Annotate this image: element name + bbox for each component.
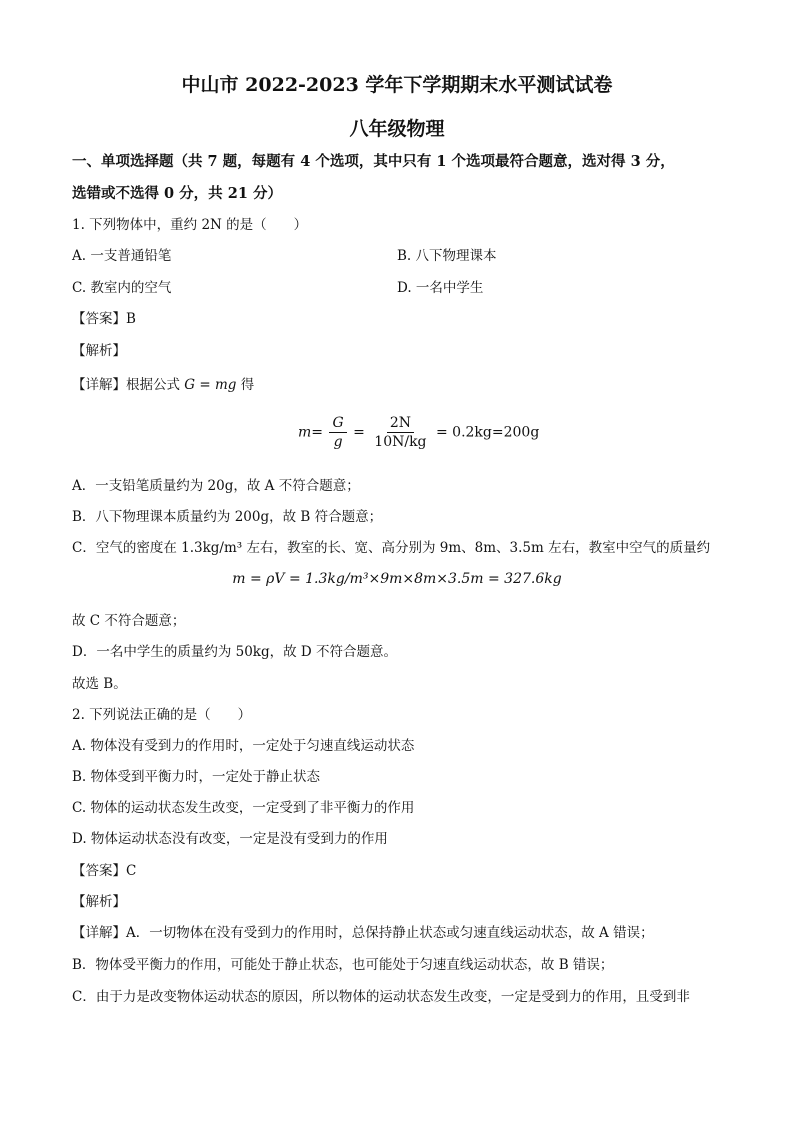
q1-answer: 【答案】B xyxy=(72,311,136,327)
q2-detail-b: B．物体受平衡力的作用，可能处于静止状态，也可能处于匀速直线运动状态，故 B 错误； xyxy=(72,957,614,973)
eq1-frac1-denominator: g xyxy=(333,434,343,450)
q1-analysis-c-conclusion: 故 C 不符合题意； xyxy=(72,613,186,629)
q1-detail-intro xyxy=(72,373,254,393)
q1-option-a: A. 一支普通铅笔 xyxy=(72,248,172,264)
section-heading-line2: 选错或不选得 0 分，共 21 分） xyxy=(72,185,282,202)
q1-detail-suffix: 得 xyxy=(240,377,255,393)
q2-stem: 2. 下列说法正确的是（ ） xyxy=(72,707,252,723)
q1-stem: 1. 下列物体中，重约 2N 的是（ ） xyxy=(72,217,308,233)
q1-option-d: D. 一名中学生 xyxy=(397,280,484,296)
q1-analysis-b: B．八下物理课本质量约为 200g，故 B 符合题意； xyxy=(72,509,383,525)
q2-option-c: C. 物体的运动状态发生改变，一定受到了非平衡力的作用 xyxy=(72,800,415,816)
q1-analysis-d: D．一名中学生的质量约为 50kg，故 D 不符合题意。 xyxy=(72,644,398,660)
section-heading-line1: 一、单项选择题（共 7 题，每题有 4 个选项，其中只有 1 个选项最符合题意，选对得 3 分， xyxy=(72,153,675,170)
exam-subtitle: 八年级物理 xyxy=(349,118,445,140)
q1-analysis-label: 【解析】 xyxy=(72,343,126,359)
q2-analysis-label: 【解析】 xyxy=(72,894,126,910)
q1-equation-air-mass: m = ρV = 1.3kg/m³×9m×8m×3.5m = 327.6kg xyxy=(232,571,562,587)
eq1-frac1-numerator: G xyxy=(329,414,346,433)
q2-option-d: D. 物体运动状态没有改变，一定是没有受到力的作用 xyxy=(72,831,388,847)
eq1-lhs: m= xyxy=(298,424,324,441)
q1-analysis-a: A．一支铅笔质量约为 20g，故 A 不符合题意； xyxy=(72,478,360,494)
q2-detail-a: 【详解】A．一切物体在没有受到力的作用时，总保持静止状态或匀速直线运动状态，故 A 错误； xyxy=(72,925,654,941)
q2-option-a: A. 物体没有受到力的作用时，一定处于匀速直线运动状态 xyxy=(72,738,415,754)
eq1-result: = 0.2kg=200g xyxy=(435,424,540,441)
q2-detail-c: C．由于力是改变物体运动状态的原因，所以物体的运动状态发生改变，一定是受到力的作用，且受到非 xyxy=(72,989,690,1005)
eq1-fraction-g-over-g xyxy=(329,414,346,451)
q2-answer: 【答案】C xyxy=(72,863,137,879)
eq1-frac2-numerator: 2N xyxy=(387,414,414,433)
q1-equation-mass xyxy=(298,414,539,451)
q1-detail-prefix: 【详解】根据公式 xyxy=(72,377,180,393)
q1-analysis-c: C．空气的密度在 1.3kg/m³ 左右，教室的长、宽、高分别为 9m、8m、3.5m 左右，教室中空气的质量约 xyxy=(72,540,711,556)
eq1-equals: = xyxy=(353,424,365,441)
q1-option-c: C. 教室内的空气 xyxy=(72,280,172,296)
q1-conclusion: 故选 B。 xyxy=(72,676,127,692)
eq1-fraction-values xyxy=(371,414,429,451)
q1-detail-formula: G = mg xyxy=(184,377,237,393)
eq1-frac2-denominator: 10N/kg xyxy=(374,434,427,450)
exam-title: 中山市 2022-2023 学年下学期期末水平测试试卷 xyxy=(181,74,613,96)
q2-option-b: B. 物体受到平衡力时，一定处于静止状态 xyxy=(72,769,321,785)
q1-option-b: B. 八下物理课本 xyxy=(397,248,497,264)
